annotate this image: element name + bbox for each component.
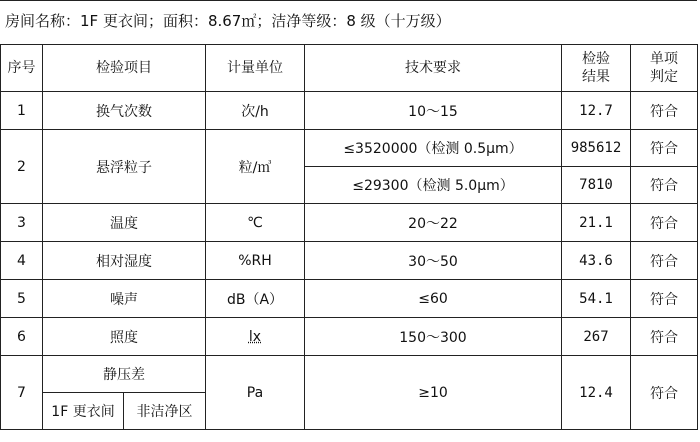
- table-row: [1, 242, 698, 280]
- cell-item: 静压差: [43, 356, 206, 393]
- cell-requirement: ≥10: [305, 356, 562, 430]
- cell-unit: Pa: [206, 356, 305, 430]
- cell-judgement: 符合: [631, 280, 698, 318]
- cell-item: 悬浮粒子: [43, 130, 206, 204]
- col-header-no: 序号: [1, 45, 43, 92]
- cell-unit: 次/h: [206, 92, 305, 130]
- col-header-result-line1: 检验: [582, 51, 610, 67]
- cell-item: 温度: [43, 204, 206, 242]
- cell-unit-text: lx: [248, 328, 262, 345]
- cell-unit: [206, 318, 305, 356]
- cell-no: 3: [1, 204, 43, 242]
- pressure-sub-cells: [43, 393, 205, 429]
- cell-item: 噪声: [43, 280, 206, 318]
- cell-item: 相对湿度: [43, 242, 206, 280]
- table-row: [1, 356, 698, 393]
- col-header-judgement: [631, 45, 698, 92]
- cell-judgement: 符合: [631, 204, 698, 242]
- cell-no: 6: [1, 318, 43, 356]
- cell-judgement: 符合: [631, 92, 698, 130]
- cell-unit: ℃: [206, 204, 305, 242]
- top-border: [0, 0, 697, 1]
- col-header-requirement: 技术要求: [305, 45, 562, 92]
- cell-requirement: 30～50: [305, 242, 562, 280]
- pressure-to-area: 非洁净区: [136, 404, 193, 420]
- cell-result: 43.6: [562, 242, 631, 280]
- cell-requirement: ≤29300（检测 5.0μm）: [305, 167, 562, 204]
- table-row: [1, 130, 698, 167]
- table-row: [1, 92, 698, 130]
- cell-no: 1: [1, 92, 43, 130]
- cell-judgement: 符合: [631, 242, 698, 280]
- cell-unit: dB（A）: [206, 280, 305, 318]
- cell-result: 267: [562, 318, 631, 356]
- cell-judgement: 符合: [631, 130, 698, 167]
- cell-result: 12.7: [562, 92, 631, 130]
- cell-requirement: 10～15: [305, 92, 562, 130]
- cell-no: 7: [1, 356, 43, 430]
- cell-no: 2: [1, 130, 43, 204]
- table-row: [1, 280, 698, 318]
- table-header-row: [1, 45, 698, 92]
- inspection-table: [0, 44, 698, 430]
- cell-item-split: [43, 393, 206, 430]
- cell-requirement: ≤60: [305, 280, 562, 318]
- cell-item: 照度: [43, 318, 206, 356]
- cell-result: 985612: [562, 130, 631, 167]
- cell-item: 换气次数: [43, 92, 206, 130]
- table-row: [1, 204, 698, 242]
- cell-no: 4: [1, 242, 43, 280]
- table-row: [1, 318, 698, 356]
- cell-result: 21.1: [562, 204, 631, 242]
- col-header-result: [562, 45, 631, 92]
- col-header-judgement-line1: 单项: [650, 51, 678, 67]
- col-header-item: 检验项目: [43, 45, 206, 92]
- col-header-result-line2: 结果: [582, 69, 610, 85]
- col-header-unit: 计量单位: [206, 45, 305, 92]
- cell-requirement: 20～22: [305, 204, 562, 242]
- cell-unit: %RH: [206, 242, 305, 280]
- cell-no: 5: [1, 280, 43, 318]
- col-header-judgement-line2: 判定: [650, 69, 678, 85]
- cell-unit: 粒/㎥: [206, 130, 305, 204]
- pressure-from-room: 1F 更衣间: [43, 393, 124, 429]
- cell-result: 7810: [562, 167, 631, 204]
- cell-result: 54.1: [562, 280, 631, 318]
- cell-judgement: 符合: [631, 167, 698, 204]
- room-info-line: 房间名称：1F 更衣间；面积：8.67㎡；洁净等级：8 级（十万级）: [5, 12, 451, 30]
- cell-judgement: 符合: [631, 318, 698, 356]
- cell-judgement: 符合: [631, 356, 698, 430]
- cell-requirement: ≤3520000（检测 0.5μm）: [305, 130, 562, 167]
- cell-result: 12.4: [562, 356, 631, 430]
- cell-requirement: 150～300: [305, 318, 562, 356]
